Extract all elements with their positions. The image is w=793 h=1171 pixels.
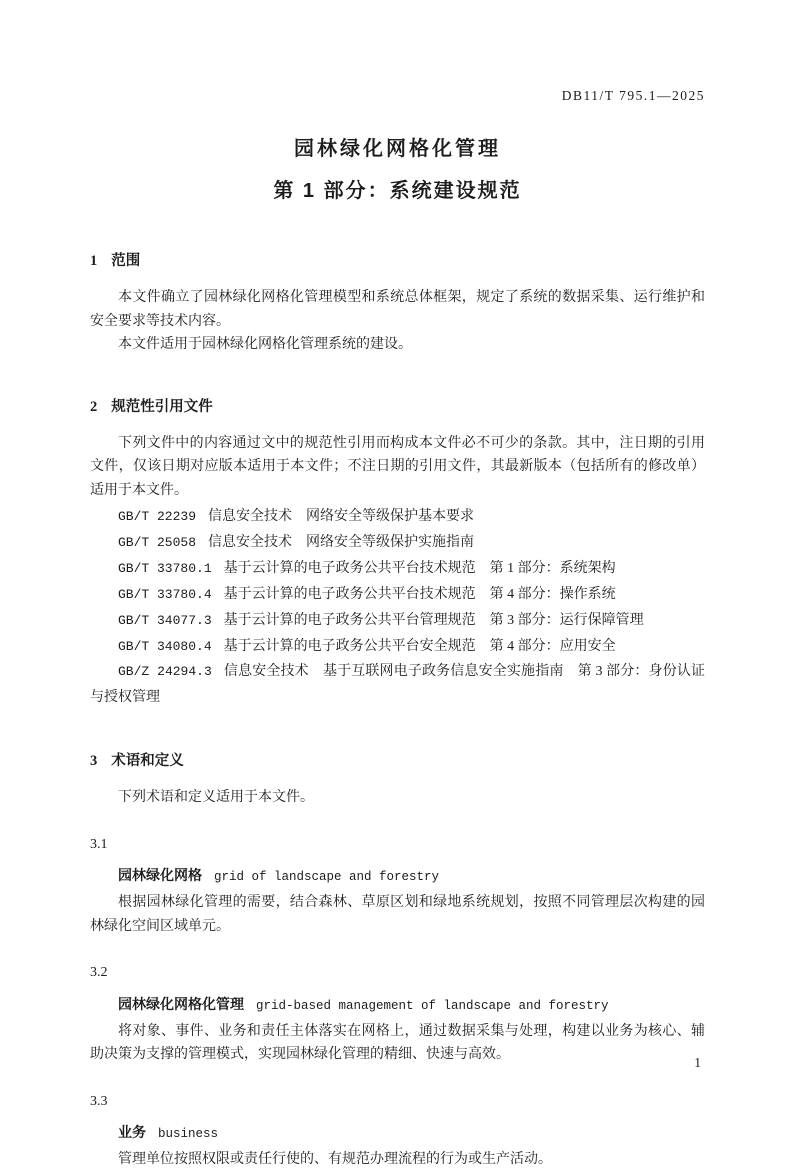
section-1-heading (90, 249, 705, 270)
reference-code: GB/T 34080.4 (118, 638, 212, 654)
page-number: 1 (694, 1055, 701, 1070)
term-name: 园林绿化网格化管理 (118, 995, 244, 1012)
reference-list (90, 504, 705, 711)
reference-title: 信息安全技术 网络安全等级保护实施指南 (208, 534, 475, 550)
term-name: 园林绿化网格 (118, 867, 202, 884)
term-number: 3.1 (90, 836, 108, 852)
reference-item (90, 608, 705, 634)
reference-code: GB/T 34077.3 (118, 612, 212, 628)
term-definition: 根据园林绿化管理的需要，结合森林、草原区划和绿地系统规划，按照不同管理层次构建的园林绿化空间区域单元。 (90, 895, 705, 934)
term-line (90, 1122, 705, 1142)
reference-item (90, 634, 705, 660)
term-english: grid-based management of landscape and forestry (256, 998, 609, 1013)
reference-code: GB/T 33780.4 (118, 586, 212, 602)
reference-title: 信息安全技术 网络安全等级保护基本要求 (208, 509, 475, 525)
reference-item (90, 659, 705, 711)
reference-item (90, 530, 705, 556)
section-1-title: 范围 (111, 253, 141, 269)
reference-code: GB/T 25058 (118, 534, 197, 550)
reference-code: GB/T 22239 (118, 509, 197, 525)
doc-title: 园林绿化网格化管理 (294, 138, 501, 160)
reference-item (90, 556, 705, 582)
section-3-intro: 下列术语和定义适用于本文件。 (118, 790, 314, 806)
term-english: business (158, 1126, 219, 1141)
section-3-heading (90, 749, 705, 770)
term-line (90, 994, 705, 1014)
term-block (90, 1091, 705, 1171)
section-3-number: 3 (90, 753, 98, 770)
term-english: grid of landscape and forestry (214, 870, 440, 885)
term-block (90, 962, 705, 1066)
reference-title: 基于云计算的电子政务公共平台技术规范 第 1 部分：系统架构 (223, 560, 616, 576)
reference-item (90, 582, 705, 608)
section-1-number: 1 (90, 253, 98, 269)
reference-title: 信息安全技术 基于互联网电子政务信息安全实施指南 第 3 部分：身份认证与授权管理 (90, 664, 705, 706)
term-name: 业务 (118, 1123, 146, 1140)
term-number: 3.3 (90, 1093, 108, 1109)
doc-subtitle: 第 1 部分：系统建设规范 (273, 180, 522, 202)
section-2-title: 规范性引用文件 (111, 398, 213, 415)
section-2-intro: 下列文件中的内容通过文中的规范性引用而构成本文件必不可少的条款。其中，注日期的引用文件，仅该日期对应版本适用于本文件；不注日期的引用文件，其最新版本（包括所有的修改单）适用于本文件。 (90, 435, 705, 498)
reference-title: 基于云计算的电子政务公共平台管理规范 第 3 部分：运行保障管理 (223, 612, 644, 628)
reference-title: 基于云计算的电子政务公共平台技术规范 第 4 部分：操作系统 (223, 586, 616, 602)
term-line (90, 865, 705, 885)
term-definition: 管理单位按照权限或责任行使的、有规范办理流程的行为或生产活动。 (118, 1151, 552, 1167)
doc-number: DB11/T 795.1—2025 (561, 88, 705, 103)
section-1-paragraph-2: 本文件适用于园林绿化网格化管理系统的建设。 (118, 337, 412, 353)
reference-code: GB/T 33780.1 (118, 560, 212, 576)
section-2-number: 2 (90, 398, 98, 415)
term-block (90, 834, 705, 938)
reference-title: 基于云计算的电子政务公共平台安全规范 第 4 部分：应用安全 (223, 638, 616, 654)
section-1-paragraph-1: 本文件确立了园林绿化网格化管理模型和系统总体框架，规定了系统的数据采集、运行维护和安全要求等技术内容。 (90, 290, 705, 329)
term-definition: 将对象、事件、业务和责任主体落实在网格上，通过数据采集与处理，构建以业务为核心、辅助决策为支撑的管理模式，实现园林绿化管理的精细、快速与高效。 (90, 1023, 705, 1063)
term-number: 3.2 (90, 965, 108, 981)
reference-code: GB/Z 24294.3 (118, 664, 212, 680)
reference-item (90, 504, 705, 530)
section-2-heading (90, 395, 705, 416)
section-3-title: 术语和定义 (111, 753, 184, 770)
